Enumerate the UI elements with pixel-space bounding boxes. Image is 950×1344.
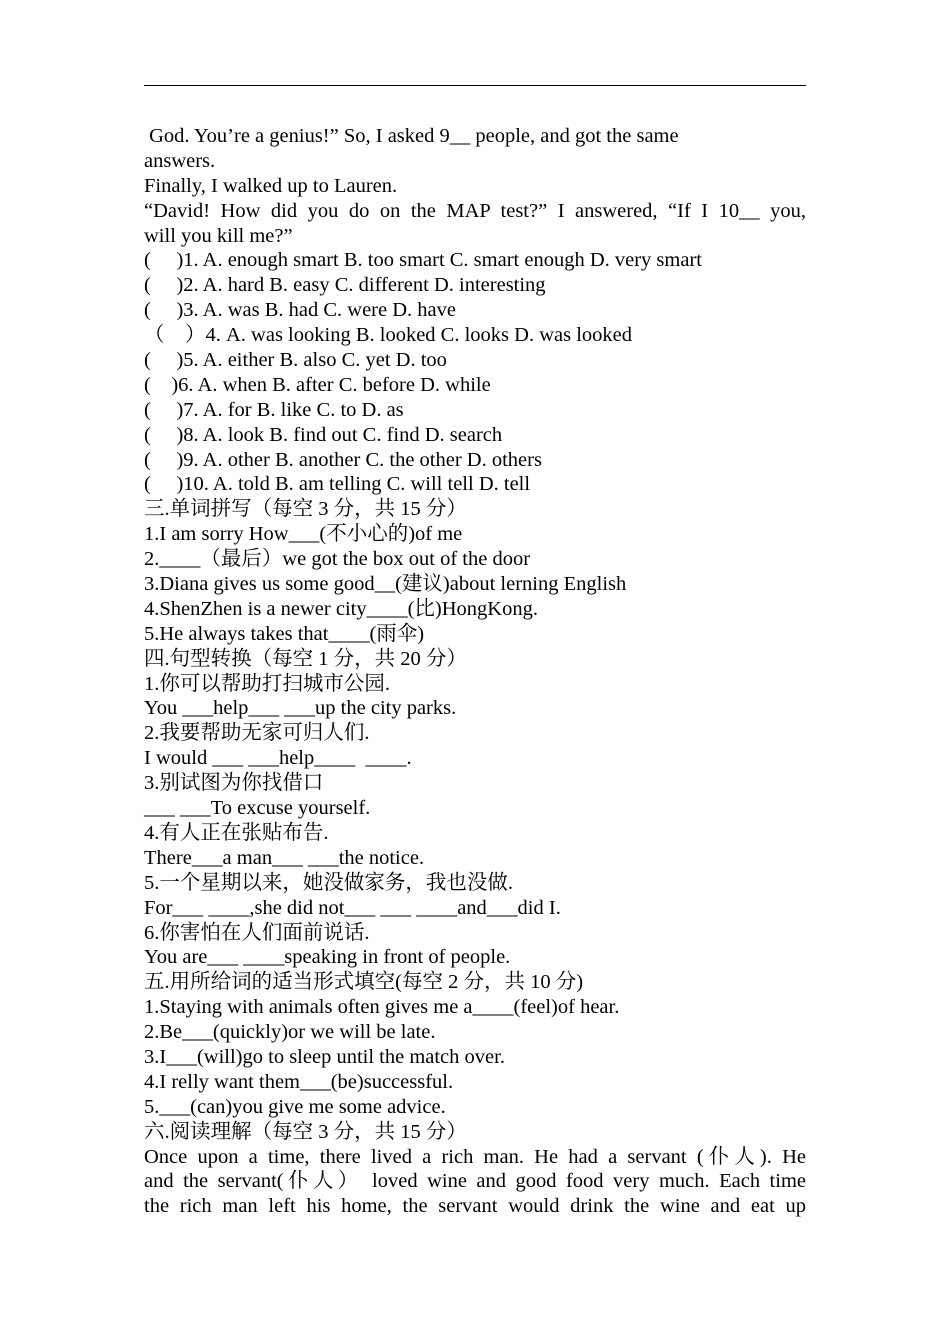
text-line: There___a man___ ___the notice.: [144, 846, 425, 869]
paragraph-line: the rich man left his home, the servant would drink the wine and eat up: [144, 1195, 806, 1218]
paragraph-line: and the servant(仆人） loved wine and good food very much. Each time: [144, 1170, 806, 1193]
question-8: ( )8. A. look B. find out C. find D. search: [144, 423, 503, 446]
text-line: will you kill me?”: [144, 224, 293, 247]
text-line: 2.我要帮助无家可归人们.: [144, 722, 370, 745]
question-10: ( )10. A. told B. am telling C. will tell D. tell: [144, 473, 531, 496]
text-line: 2.Be___(quickly)or we will be late.: [144, 1021, 436, 1044]
text-line: 5.___(can)you give me some advice.: [144, 1095, 446, 1118]
document-body: [144, 124, 806, 1219]
text-line: 5.一个星期以来，她没做家务，我也没做.: [144, 871, 513, 894]
text-line: 1.你可以帮助打扫城市公园.: [144, 672, 390, 695]
text-line: 1.Staying with animals often gives me a____(feel)of hear.: [144, 996, 620, 1019]
question-6: ( )6. A. when B. after C. before D. while: [144, 373, 491, 396]
paragraph-line: Once upon a time, there lived a rich man. He had a servant (仆人). He: [144, 1145, 806, 1168]
question-1: ( )1. A. enough smart B. too smart C. smart enough D. very smart: [144, 249, 702, 272]
text-line: I would ___ ___help____ ____.: [144, 747, 412, 770]
text-line: 1.I am sorry How___(不小心的)of me: [144, 523, 463, 546]
header-rule: [144, 85, 806, 86]
question-2: ( )2. A. hard B. easy C. different D. interesting: [144, 274, 546, 297]
text-line: 2.____（最后）we got the box out of the door: [144, 548, 531, 571]
text-line: You are___ ____speaking in front of people.: [144, 946, 511, 969]
text-line: 4.有人正在张贴布告.: [144, 821, 329, 844]
text-line: You ___help___ ___up the city parks.: [144, 697, 457, 720]
text-line: 3.别试图为你找借口: [144, 772, 324, 795]
text-line: 3.I___(will)go to sleep until the match over.: [144, 1045, 505, 1068]
text-line: 3.Diana gives us some good__(建议)about lerning English: [144, 573, 627, 596]
text-line: 6.你害怕在人们面前说话.: [144, 921, 370, 944]
question-7: ( )7. A. for B. like C. to D. as: [144, 398, 404, 421]
question-4: （ ）4. A. was looking B. looked C. looks D. was looked: [144, 324, 632, 347]
question-9: ( )9. A. other B. another C. the other D. others: [144, 448, 542, 471]
text-line: “David! How did you do on the MAP test?” I answered, “If I 10__ you,: [144, 199, 806, 222]
text-line: 5.He always takes that____(雨伞): [144, 622, 425, 645]
text-line: Finally, I walked up to Lauren.: [144, 174, 398, 197]
question-3: ( )3. A. was B. had C. were D. have: [144, 299, 456, 322]
section-heading-reading: 六.阅读理解（每空 3 分，共 15 分）: [144, 1120, 467, 1143]
text-line: ___ ___To excuse yourself.: [144, 797, 371, 820]
text-line: God. You’re a genius!” So, I asked 9__ people, and got the same: [144, 125, 679, 147]
section-heading-word-forms: 五.用所给词的适当形式填空(每空 2 分，共 10 分): [144, 971, 584, 994]
section-heading-sentences: 四.句型转换（每空 1 分，共 20 分）: [144, 647, 467, 670]
text-line: 4.ShenZhen is a newer city____(比)HongKong.: [144, 597, 538, 620]
text-line: For___ ____,she did not___ ___ ____and___did I.: [144, 896, 561, 919]
section-heading-spelling: 三.单词拼写（每空 3 分，共 15 分）: [144, 498, 467, 521]
text-line: answers.: [144, 149, 216, 172]
text-line: 4.I relly want them___(be)successful.: [144, 1070, 454, 1093]
question-5: ( )5. A. either B. also C. yet D. too: [144, 349, 447, 372]
